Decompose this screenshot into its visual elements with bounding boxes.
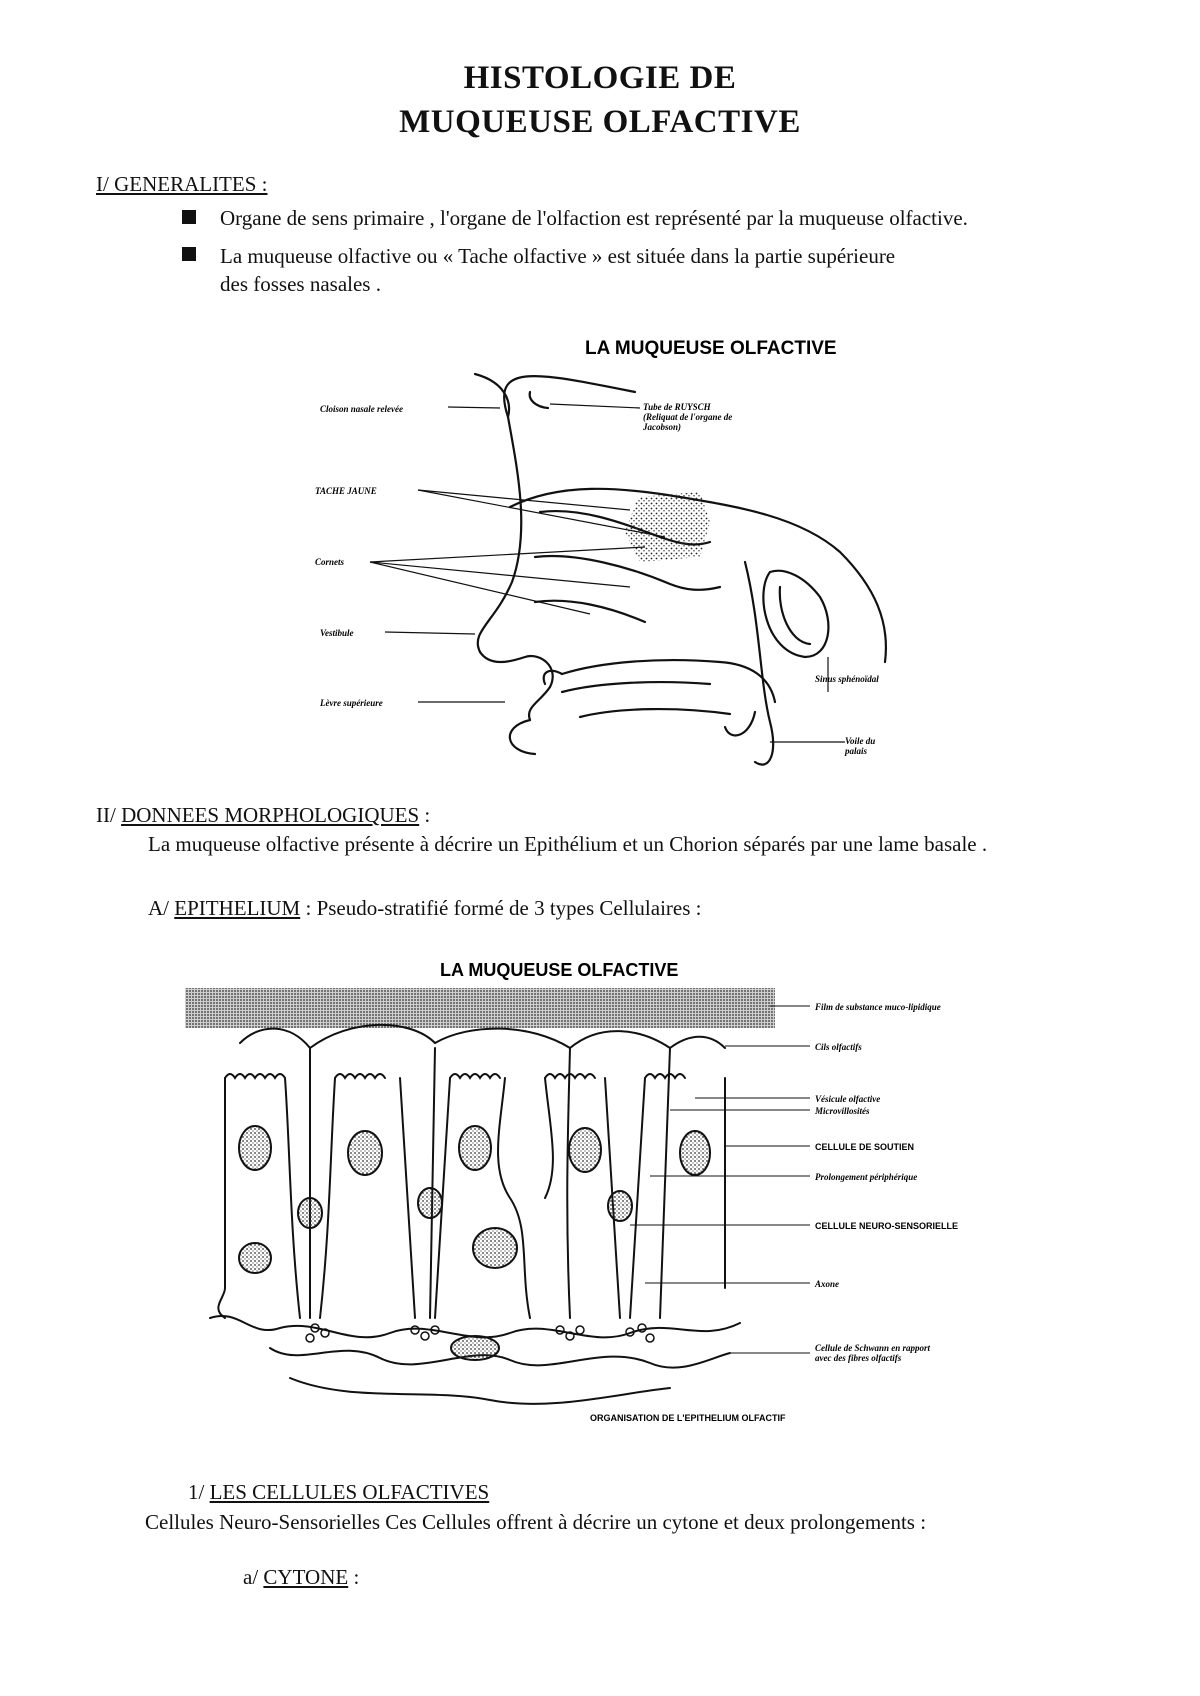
cytone-heading: CYTONE: [263, 1565, 349, 1589]
section2-heading-prefix: II/: [96, 803, 122, 827]
bullet-square-icon: [182, 247, 196, 261]
section3-heading-prefix: 1/: [188, 1480, 210, 1504]
label-film: Film de substance muco-lipidique: [815, 1002, 941, 1012]
label-schwann-2: avec des fibres olfactifs: [815, 1353, 902, 1363]
label-tube-ruysch: Tube de RUYSCH: [643, 402, 711, 412]
subA-prefix: A/: [148, 896, 175, 920]
section2-heading-line: [96, 803, 430, 828]
section1-heading: I/ GENERALITES :: [96, 172, 268, 196]
label-vestibule: Vestibule: [320, 628, 354, 638]
section2-subA-line: [148, 896, 701, 921]
nasal-outline: [475, 374, 886, 765]
label-cloison: Cloison nasale relevée: [320, 404, 403, 414]
figure1-leaders: [370, 404, 845, 742]
section3-sub-line: [243, 1565, 359, 1590]
section3-heading-line: [188, 1480, 489, 1505]
label-tube-ruysch-3: Jacobson): [643, 422, 681, 432]
section2-heading: DONNEES MORPHOLOGIQUES: [121, 803, 420, 827]
label-sinus: Sinus sphénoïdal: [815, 674, 879, 684]
section1-bullet-1: Organe de sens primaire , l'organe de l'olfaction est représenté par la muqueuse olfactive.: [220, 206, 968, 230]
figure-nasal-cavity: [300, 322, 940, 782]
section1-bullet-2: La muqueuse olfactive ou « Tache olfactive » est située dans la partie supérieure: [220, 244, 896, 268]
label-cornets: Cornets: [315, 557, 345, 567]
section1-bullet-2-continued: des fosses nasales .: [220, 272, 381, 296]
label-vesicule: Vésicule olfactive: [815, 1094, 881, 1104]
tache-jaune-region: [625, 492, 710, 562]
figure2-leaders: [630, 1006, 810, 1353]
label-voile: Voile du: [845, 736, 876, 746]
mucus-film: [185, 988, 775, 1028]
label-microvillosites: Microvillosités: [815, 1106, 870, 1116]
label-axone: Axone: [815, 1279, 840, 1289]
label-cellule-soutien: CELLULE DE SOUTIEN: [815, 1142, 915, 1152]
figure2-caption: ORGANISATION DE L'EPITHELIUM OLFACTIF: [590, 1413, 786, 1423]
label-levre: Lèvre supérieure: [320, 698, 383, 708]
section3-text: Cellules Neuro-Sensorielles Ces Cellules offrent à décrire un cytone et deux prolongements :: [145, 1510, 927, 1534]
label-cellule-neuro: CELLULE NEURO-SENSORIELLE: [815, 1221, 959, 1231]
cytone-prefix: a/: [243, 1565, 264, 1589]
document-title-line1: HISTOLOGIE DE: [463, 60, 737, 96]
subA-heading: EPITHELIUM: [174, 896, 301, 920]
neurosensory-nuclei: [298, 1188, 632, 1228]
section3-heading: LES CELLULES OLFACTIVES: [209, 1480, 490, 1504]
label-tache-jaune: TACHE JAUNE: [315, 486, 377, 496]
label-schwann: Cellule de Schwann en rapport: [815, 1343, 931, 1353]
document-title-line2: MUQUEUSE OLFACTIVE: [399, 104, 801, 140]
section2-intro: La muqueuse olfactive présente à décrire un Epithélium et un Chorion séparés par une lame basale .: [148, 832, 988, 856]
subA-text: : Pseudo-stratifié formé de 3 types Cellulaires :: [300, 896, 702, 920]
figure1-title: LA MUQUEUSE OLFACTIVE: [585, 338, 837, 359]
label-voile-2: palais: [845, 746, 868, 756]
label-prolongement: Prolongement périphérique: [815, 1172, 918, 1182]
figure2-title: LA MUQUEUSE OLFACTIVE: [440, 960, 679, 980]
cytone-suffix: :: [348, 1565, 360, 1589]
bullet-square-icon: [182, 210, 196, 224]
label-tube-ruysch-2: (Reliquat de l'organe de: [643, 412, 733, 422]
section2-heading-suffix: :: [419, 803, 431, 827]
figure-olfactory-epithelium: [150, 948, 980, 1434]
label-cils: Cils olfactifs: [815, 1042, 862, 1052]
